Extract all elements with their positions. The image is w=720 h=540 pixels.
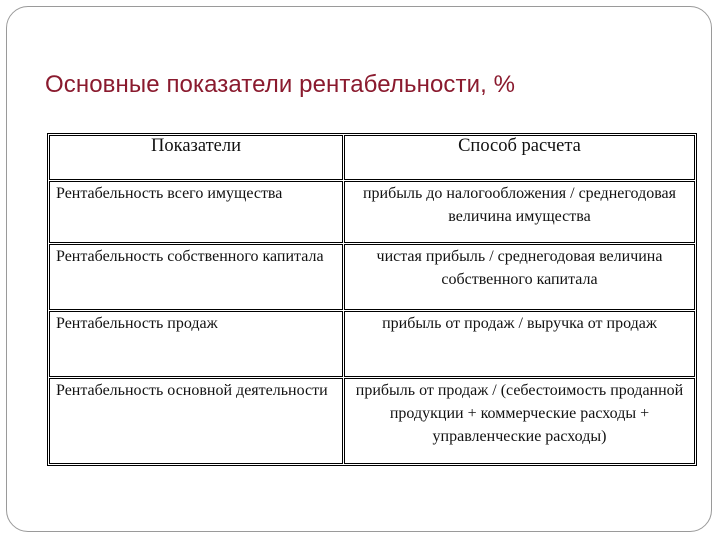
table-row <box>49 244 695 310</box>
metric-name: Рентабельность продаж <box>49 311 343 377</box>
indicators-table <box>47 133 697 466</box>
metric-name: Рентабельность собственного капитала <box>49 244 343 310</box>
metric-name: Рентабельность основной деятельности <box>49 378 343 464</box>
calculation-formula: прибыль от продаж / выручка от продаж <box>344 311 695 377</box>
table-header-row <box>49 135 695 180</box>
header-calculation-method: Способ расчета <box>344 135 695 180</box>
metric-name: Рентабельность всего имущества <box>49 181 343 243</box>
table-row <box>49 311 695 377</box>
table-row <box>49 181 695 243</box>
calculation-formula: чистая прибыль / среднегодовая величина собственного капитала <box>344 244 695 310</box>
calculation-formula: прибыль до налогообложения / среднегодовая величина имущества <box>344 181 695 243</box>
header-indicators: Показатели <box>49 135 343 180</box>
slide-title: Основные показатели рентабельности, % <box>45 71 516 98</box>
table-row <box>49 378 695 464</box>
calculation-formula: прибыль от продаж / (себестоимость проданной продукции + коммерческие расходы + управленческие расходы) <box>344 378 695 464</box>
